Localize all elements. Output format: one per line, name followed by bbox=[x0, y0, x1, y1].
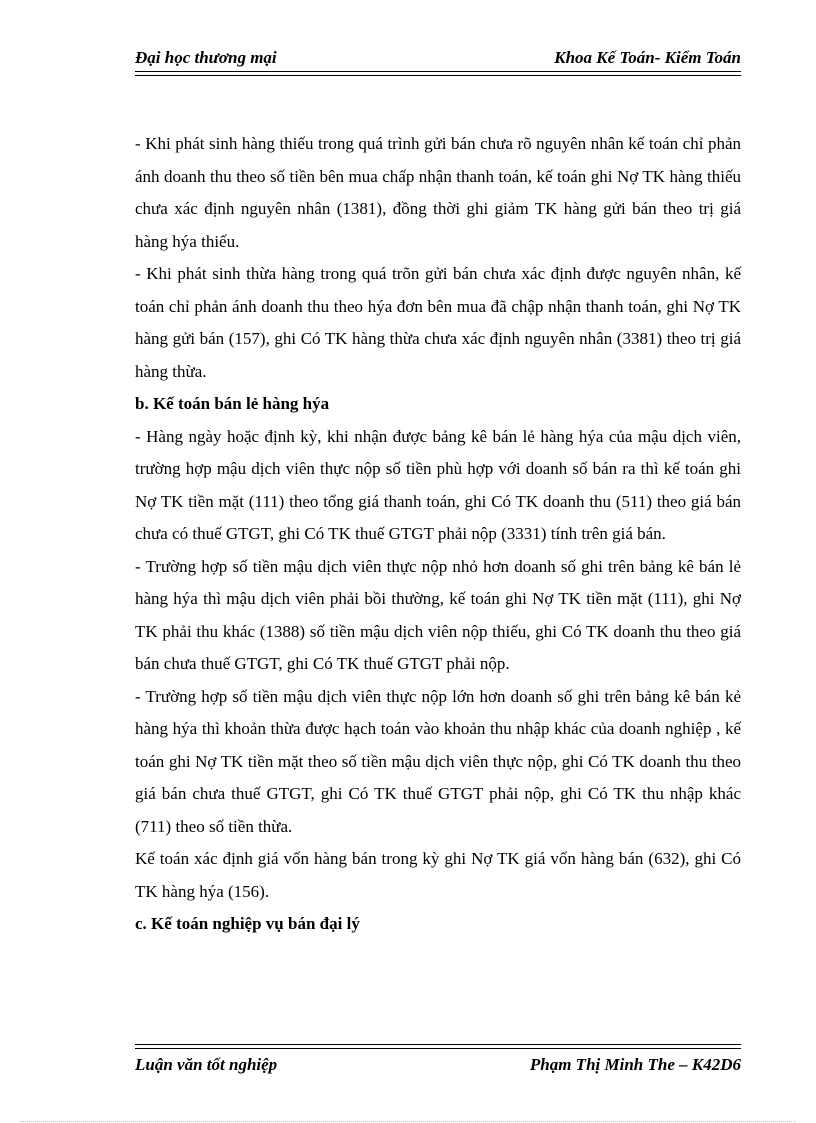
footer-thesis-label: Luận văn tốt nghiệp bbox=[135, 1055, 278, 1074]
paragraph-cogs: Kế toán xác định giá vốn hàng bán trong kỳ ghi Nợ TK giá vốn hàng bán (632), ghi Có TK hàng hýa (156). bbox=[135, 849, 741, 901]
paragraph-retail-short: - Trường hợp số tiền mậu dịch viên thực nộp nhỏ hơn doanh số ghi trên bảng kê bán lẻ hàng hýa thì mậu dịch viên phải bồi thường, kế toán ghi Nợ TK tiền mặt (111), ghi Nợ TK phải thu khác (1388) số tiền mậu dịch viên nộp thiếu, ghi Có TK doanh thu theo giá bán chưa thuế GTGT, ghi Có TK thuế GTGT phải nộp. bbox=[135, 556, 741, 673]
paragraph-retail-excess: - Trường hợp số tiền mậu dịch viên thực nộp lớn hơn doanh số ghi trên bảng kê bán kẻ hàng hýa thì khoản thừa được hạch toán vào khoản thu nhập khác của doanh nghiệp , kế toán ghi Nợ TK tiền mặt theo số tiền mậu dịch viên thực nộp, ghi Có TK doanh thu theo giá bán chưa thuế GTGT, ghi Có TK thuế GTGT phải nộp, ghi Có TK thu nhập khác (711) theo số tiền thừa. bbox=[135, 686, 741, 836]
header-university: Đại học thương mại bbox=[135, 48, 277, 67]
page-bottom-divider bbox=[20, 1121, 796, 1122]
page-footer bbox=[135, 1055, 741, 1077]
header-faculty: Khoa Kế Toán- Kiểm Toán bbox=[554, 48, 741, 67]
footer-rule-secondary bbox=[135, 1048, 741, 1049]
body-content bbox=[135, 128, 741, 941]
header-rule bbox=[135, 71, 741, 72]
section-heading-agency: c. Kế toán nghiệp vụ bán đại lý bbox=[135, 914, 360, 933]
section-heading-retail: b. Kế toán bán lẻ hàng hýa bbox=[135, 394, 330, 413]
page-header bbox=[135, 48, 741, 70]
footer-author: Phạm Thị Minh The – K42D6 bbox=[529, 1055, 741, 1074]
header-rule-secondary bbox=[135, 75, 741, 76]
paragraph-surplus: - Khi phát sinh thừa hàng trong quá trõn gửi bán chưa xác định được nguyên nhân, kế toán chỉ phản ánh doanh thu theo hýa đơn bên mua đã chập nhận thanh toán, ghi Nợ TK hàng gửi bán (157), ghi Có TK hàng thừa chưa xác định nguyên nhân (3381) theo trị giá hàng thừa. bbox=[135, 264, 741, 381]
paragraph-retail-daily: - Hàng ngày hoặc định kỳ, khi nhận được bảng kê bán lẻ hàng hýa của mậu dịch viên, trường hợp mậu dịch viên thực nộp số tiền phù hợp với doanh số bán ra thì kế toán ghi Nợ TK tiền mặt (111) theo tổng giá thanh toán, ghi Có TK doanh thu (511) theo giá bán chưa có thuế GTGT, ghi Có TK thuế GTGT phải nộp (3331) tính trên giá bán. bbox=[135, 426, 741, 543]
paragraph-shortage: - Khi phát sinh hàng thiếu trong quá trình gửi bán chưa rõ nguyên nhân kế toán chỉ phản ánh doanh thu theo số tiền bên mua chấp nhận thanh toán, kế toán ghi Nợ TK hàng thiếu chưa xác định nguyên nhân (1381), đồng thời ghi giảm TK hàng gửi bán theo trị giá hàng hýa thiếu. bbox=[135, 134, 741, 251]
footer-rule bbox=[135, 1044, 741, 1045]
